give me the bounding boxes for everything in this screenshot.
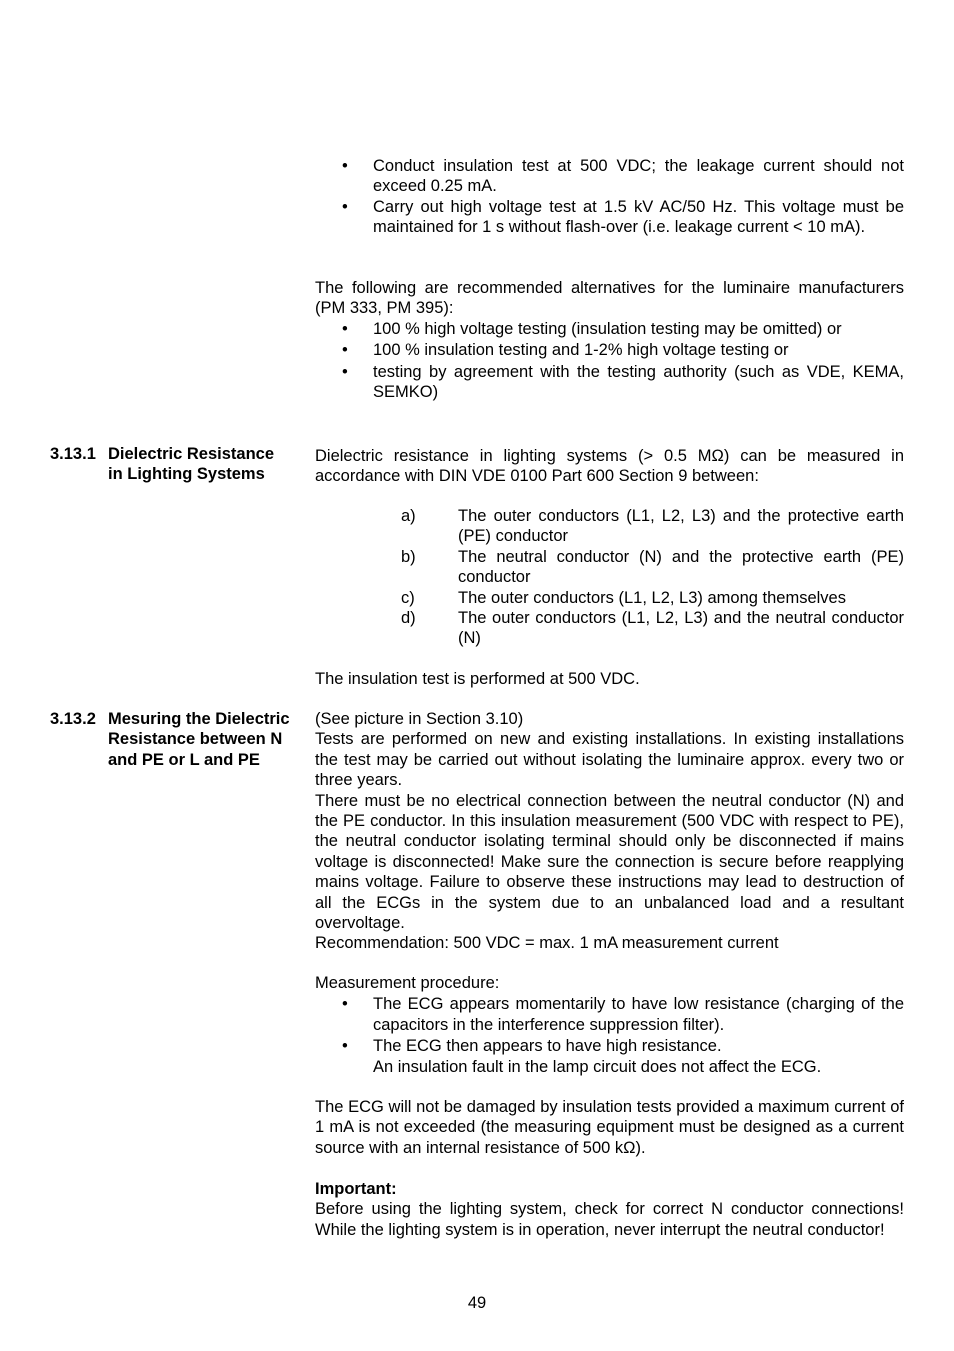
important-label: Important: [315, 1180, 397, 1198]
section-body [315, 709, 904, 954]
paragraph: There must be no electrical connection between the neutral conductor (N) and the PE conductor. In this insulation measurement (500 VDC with respect to PE), the neutral conductor isolating terminal should only be disconnected if mains voltage is disconnected! Make sure the connection is secure before reapplying mains voltage. Failure to observe these instructions may lead to destruction of all the ECGs in the system due to an unbalanced load and a resultant overvoltage. [315, 791, 904, 933]
list-item: • Carry out high voltage test at 1.5 kV AC/50 Hz. This voltage must be maintained for 1 s without flash-over (i.e. leakage current < 10 mA). [342, 197, 904, 237]
list-item: • The ECG then appears to have high resistance. An insulation fault in the lamp circuit does not affect the ECG. [342, 1037, 822, 1076]
alternatives-intro: The following are recommended alternatives for the luminaire manufacturers (PM 333, PM 395): [315, 279, 904, 318]
bullet-icon: • [342, 319, 348, 338]
list-item: • The ECG appears momentarily to have low resistance (charging of the capacitors in the interference suppression filter). [342, 995, 904, 1034]
list-item: • Conduct insulation test at 500 VDC; the leakage current should not exceed 0.25 mA. [342, 157, 904, 196]
important-note [315, 1179, 904, 1240]
bullet-icon: • [342, 995, 348, 1014]
alternatives-block [315, 278, 904, 402]
bullet-icon: • [342, 157, 348, 175]
see-reference: (See picture in Section 3.10) [315, 710, 524, 728]
list-item: b) The neutral conductor (N) and the protective earth (PE) conductor [401, 547, 904, 587]
recommendation: Recommendation: 500 VDC = max. 1 mA measurement current [315, 934, 779, 953]
page-number: 49 [467, 1294, 487, 1312]
paragraph: The ECG will not be damaged by insulation tests provided a maximum current of 1 mA is not exceeded (the measuring equipment must be designed as a current source with an internal resistance of 500 kΩ). [315, 1098, 904, 1157]
section-title: Mesuring the Dielectric Resistance between N and PE or L and PE [108, 710, 290, 769]
paragraph: Tests are performed on new and existing installations. In existing installations the test may be carried out without isolating the luminaire approx. every two or three years. [315, 730, 904, 790]
section-number: 3.13.2 [50, 710, 96, 728]
list-item: • 100 % insulation testing and 1-2% high voltage testing or [342, 341, 789, 360]
bullet-icon: • [342, 1037, 348, 1056]
section-closing: The insulation test is performed at 500 VDC. [315, 670, 640, 688]
section-number: 3.13.1 [50, 445, 96, 463]
bullet-icon: • [342, 197, 348, 216]
procedure-block [315, 973, 904, 1077]
important-text: Before using the lighting system, check for correct N conductor connections! While the lighting system is in operation, never interrupt the neutral conductor! [315, 1200, 904, 1239]
list-item: c) The outer conductors (L1, L2, L3) among themselves [401, 588, 846, 607]
bullet-icon: • [342, 341, 348, 360]
section-body [315, 446, 904, 487]
list-item: a) The outer conductors (L1, L2, L3) and the protective earth (PE) conductor [401, 507, 904, 546]
procedure-title: Measurement procedure: [315, 974, 500, 992]
list-item: d) The outer conductors (L1, L2, L3) and the neutral conductor (N) [401, 609, 904, 648]
test-requirements-list [315, 156, 904, 238]
section-title: Dielectric Resistance in Lighting Systems [108, 445, 275, 484]
bullet-icon: • [342, 362, 348, 381]
section-intro: Dielectric resistance in lighting systems (> 0.5 MΩ) can be measured in accordance with DIN VDE 0100 Part 600 Section 9 between: [315, 447, 904, 486]
conductor-list [315, 506, 904, 649]
list-item: • 100 % high voltage testing (insulation testing may be omitted) or [342, 319, 842, 338]
list-item: • testing by agreement with the testing authority (such as VDE, KEMA, SEMKO) [342, 362, 904, 402]
